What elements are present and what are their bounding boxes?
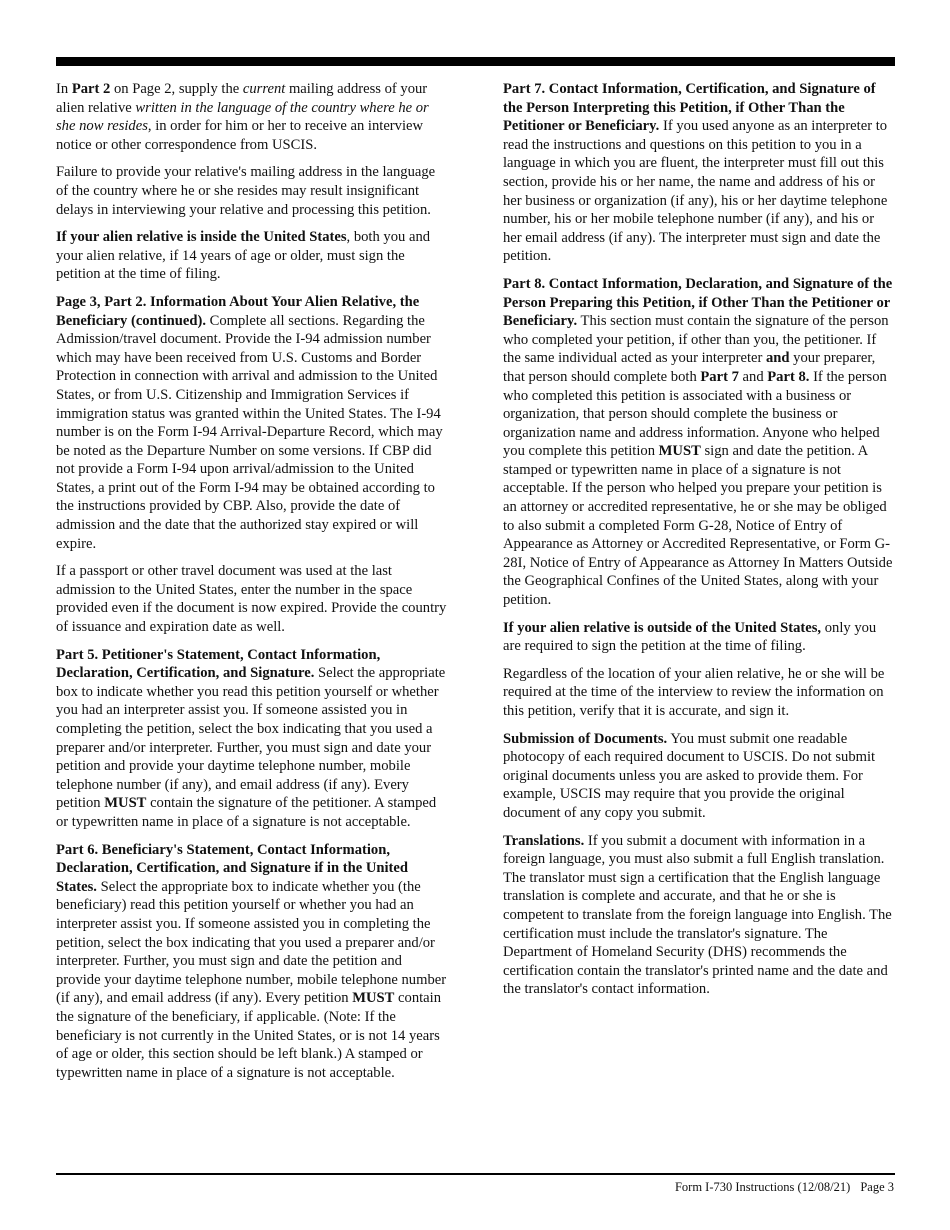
top-rule bbox=[56, 57, 895, 66]
text: , both you and your alien relative, if 14 years of age or older, must sign the petition at the time of filing. bbox=[56, 229, 431, 283]
section-heading: Part 5. Petitioner's Statement, Contact Information, Declaration, Certification, and Signature. bbox=[56, 646, 381, 682]
section-heading: Translations. bbox=[503, 832, 585, 849]
text: contain the signature of the beneficiary, if applicable. (Note: If the beneficiary is not currently in the United States, or is not 14 years of age or older, this section should be left blank.) A stamped or typewritten name in place of a signature is not acceptable. bbox=[56, 990, 442, 1081]
text: , in order for him or her to receive an interview notice or other correspondence from USCIS. bbox=[56, 118, 424, 153]
text: If you submit a document with information in a foreign language, you must also submit a full English translation. The translator must sign a certification that the English language translation is complete and accurate, and that he or she is competent to translate from the foreign language into English. The certification must include the translator's signature. The Department of Homeland Security (DHS) recommends the certification contain the translator's printed name and the date and the translator's contact information. bbox=[503, 832, 892, 998]
paragraph-passport: If a passport or other travel document was used at the last admission to the United States, enter the number in the space provided even if the document is now expired. Provide the country of issuance and expiration date as well. bbox=[56, 563, 447, 636]
paragraph-part8 bbox=[503, 275, 895, 610]
bold-text: and bbox=[766, 350, 790, 367]
section-heading: Part 8. Contact Information, Declaration, and Signature of the Person Preparing this Petition, if Other Than the Petitioner or Beneficiary. bbox=[503, 275, 893, 330]
bold-text: If your alien relative is inside the United States bbox=[56, 229, 347, 246]
text: sign and date the petition. A stamped or typewritten name in place of a signature is not acceptable. If the person who helped you prepare your petition is an attorney or accredited representative, he or she may be obliged to also submit a completed Form G-28, Notice of Entry of Appearance as Attorney or Accredited Representative, or Form G-28I, Notice of Entry of Appearance as Attorney In Matters Outside the Geographical Confines of the United States, along with your petition. bbox=[503, 443, 893, 609]
text: Select the appropriate box to indicate whether you (the beneficiary) read this petition yourself or whether you had an interpreter assist you. If someone assisted you in completing the petition, select the box indicating that you used a preparer and/or interpreter. Further, you must sign and date the petition and provide your daytime telephone number, mobile telephone number (if any), and email address (if any). Every petition bbox=[56, 878, 447, 1007]
text: only you are required to sign the petition at the time of filing. bbox=[503, 619, 877, 655]
bottom-rule bbox=[56, 1173, 895, 1175]
right-column bbox=[503, 80, 895, 1008]
section-heading: Submission of Documents. bbox=[503, 730, 668, 747]
page-footer bbox=[675, 1180, 894, 1195]
text: your preparer, that person should complete both bbox=[503, 350, 876, 385]
text: Select the appropriate box to indicate whether you read this petition yourself or whether you had an interpreter assist you. If someone assisted you in completing the petition, select the box indicating that you used a preparer and/or interpreter. Further, you must sign and date your petition and provide your daytime telephone number, mobile telephone number (if any), and email address (if any). Every petition bbox=[56, 665, 446, 812]
left-column bbox=[56, 80, 448, 1091]
text: and bbox=[738, 368, 768, 385]
form-label: Form I-730 Instructions (12/08/21) bbox=[674, 1180, 851, 1194]
paragraph-part2-mailing-address bbox=[56, 80, 448, 154]
text: If the person who completed this petition is associated with a business or organization, that person should complete the business or organization name and address information. Anyone who helped you complete this petition bbox=[503, 368, 887, 460]
text: mailing address of your alien relative bbox=[56, 81, 428, 116]
bold-text: Part 7 bbox=[700, 368, 739, 385]
text: If you used anyone as an interpreter to read the instructions and questions on this petition to you in a language in which you are fluent, the interpreter must fill out this section, provide his or her name, the name and address of his or her business or organization (if any), his or her daytime telephone number, his or her mobile telephone number (if any), and his or her email address (if any). The interpreter must sign and date the petition. bbox=[503, 118, 888, 265]
bold-text: MUST bbox=[104, 795, 147, 812]
text: contain the signature of the petitioner. A stamped or typewritten name in place of a signature is not acceptable. bbox=[56, 795, 437, 830]
section-heading: Part 7. Contact Information, Certification, and Signature of the Person Interpreting this Petition, if Other Than the Petitioner or Beneficiary. bbox=[503, 81, 876, 135]
paragraph-regardless-location: Regardless of the location of your alien relative, he or she will be required at the time of the interview to review the information on this petition, verify that it is accurate, and sign it. bbox=[503, 665, 885, 719]
paragraph-failure-to-provide: Failure to provide your relative's mailing address in the language of the country where he or she resides may result insignificant delays in interviewing your relative and processing this petition. bbox=[56, 164, 436, 218]
paragraph-part7 bbox=[503, 80, 895, 266]
paragraph-outside-us bbox=[503, 619, 895, 656]
paragraph-inside-us bbox=[56, 228, 448, 284]
paragraph-part5 bbox=[56, 646, 448, 832]
bold-text: Part 2 bbox=[71, 81, 111, 97]
text: You must submit one readable photocopy of each required document to USCIS. Do not submit original documents unless you are asked to provide them. For example, USCIS may require that you provide the original document of any copy you submit. bbox=[503, 730, 876, 821]
text: Complete all sections. Regarding the Admission/travel document. Provide the I-94 admission number which may have been received from U.S. Customs and Border Protection in connection with arrival and admission to the United States, or from U.S. Citizenship and Immigration Services if immigration status was granted within the United States. The I-94 number is on the Form I-94 Arrival-Departure Record, which may be noted as the Departure Number on some versions. If CBP did not provide a Form I-94 upon arrival/admission to the United States, a print out of the Form I-94 may be obtained according to the instructions provided by CBP. Also, provide the date of admission and the date that the authorized stay expired or will expire. bbox=[56, 312, 443, 552]
bold-text: MUST bbox=[658, 443, 701, 460]
paragraph-page3-part2 bbox=[56, 293, 448, 553]
page-number: Page 3 bbox=[860, 1180, 894, 1194]
section-heading: Page 3, Part 2. Information About Your Alien Relative, the Beneficiary (continued). bbox=[56, 293, 420, 329]
paragraph-part6 bbox=[56, 841, 448, 1083]
bold-text: If your alien relative is outside of the United States, bbox=[503, 619, 822, 636]
text: on Page 2, supply the bbox=[110, 81, 243, 97]
text: In bbox=[56, 81, 72, 97]
italic-text: current bbox=[242, 81, 286, 97]
italic-text: written in the language of the country where he or she now resides bbox=[56, 99, 429, 135]
section-heading: Part 6. Beneficiary's Statement, Contact Information, Declaration, Certification, and Signature if in the United States. bbox=[56, 841, 408, 895]
bold-text: MUST bbox=[352, 990, 395, 1007]
paragraph-translations bbox=[503, 832, 895, 999]
paragraph-submission-of-documents bbox=[503, 730, 895, 823]
bold-text: Part 8. bbox=[767, 368, 810, 385]
text: This section must contain the signature of the person who completed your petition, if other than you, the petitioner. If the same individual acted as your interpreter bbox=[503, 313, 889, 367]
